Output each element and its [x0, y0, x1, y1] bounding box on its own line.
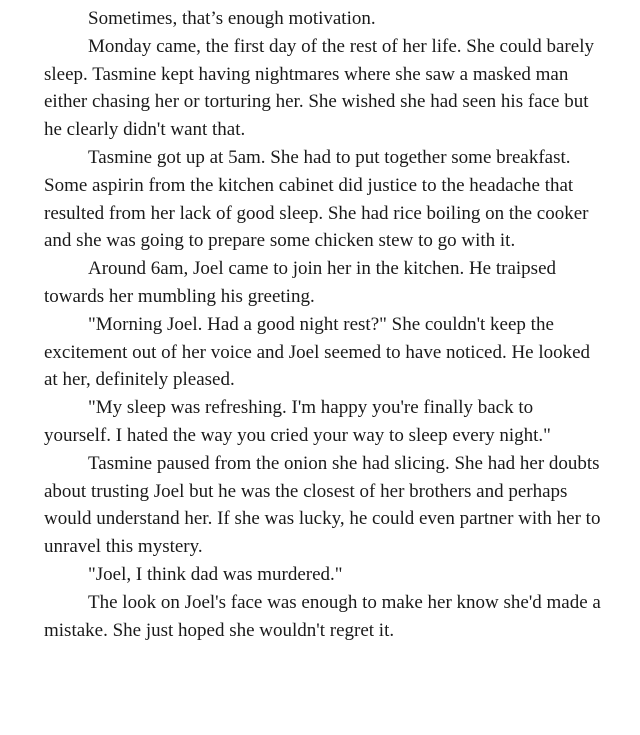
paragraph-4: Around 6am, Joel came to join her in the kitchen. He traipsed towards her mumbling his greeting.: [44, 258, 557, 307]
paragraph-9: The look on Joel's face was enough to make her know she'd made a mistake. She just hoped she wouldn't regret it.: [44, 591, 601, 641]
paragraph-8: "Joel, I think dad was murdered.": [88, 563, 343, 585]
paragraph-2: Monday came, the first day of the rest of her life. She could barely sleep. Tasmine kept having nightmares where she saw a masked man either chasing her or torturing her. She wished she had seen his face but he clearly didn't want that.: [44, 35, 594, 141]
paragraph-7: Tasmine paused from the onion she had slicing. She had her doubts about trusting Joel but he was the closest of her brothers and perhaps would understand her. If she was lucky, he could even partner with her to unravel this mystery.: [44, 452, 601, 558]
paragraph-6: "My sleep was refreshing. I'm happy you're finally back to yourself. I hated the way you cried your way to sleep every night.": [44, 397, 551, 446]
document-page: [44, 5, 604, 644]
paragraph-1: Sometimes, that’s enough motivation.: [88, 8, 376, 29]
paragraph-5: "Morning Joel. Had a good night rest?" She couldn't keep the excitement out of her voice and Joel seemed to have noticed. He looked at her, definitely pleased.: [44, 313, 591, 391]
paragraph-3: Tasmine got up at 5am. She had to put together some breakfast. Some aspirin from the kitchen cabinet did justice to the headache that resulted from her lack of good sleep. She had rice boiling on the cooker and she was going to prepare some chicken stew to go with it.: [44, 146, 589, 252]
